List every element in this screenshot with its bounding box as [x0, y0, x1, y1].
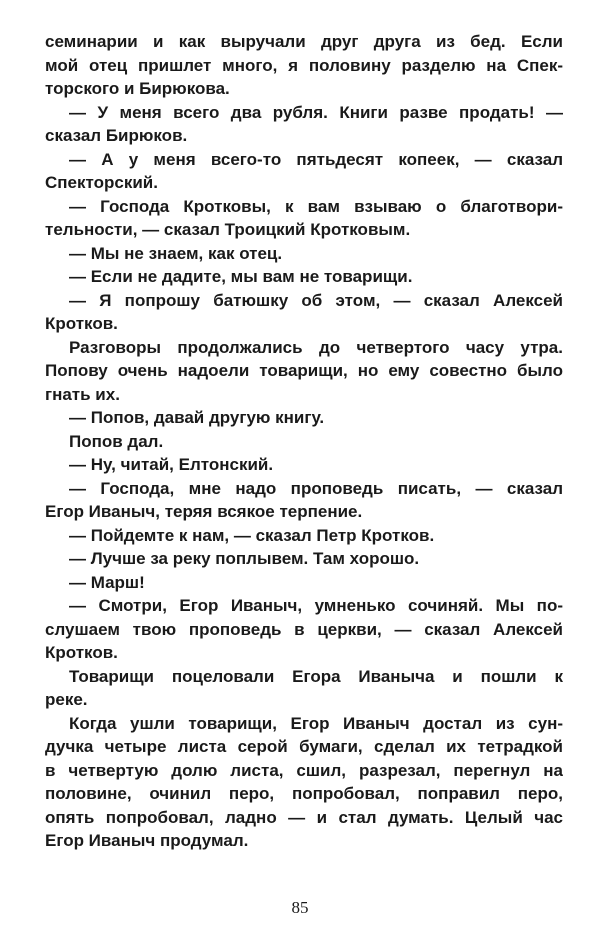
text-line: — У меня всего два рубля. Книги разве продать! —	[69, 102, 563, 122]
text-line: — Марш!	[69, 572, 145, 592]
text-line: — Господа Кротковы, к вам взываю о благотвори-	[69, 196, 563, 216]
text-line: — А у меня всего-то пятьдесят копеек, — сказал	[69, 149, 563, 169]
text-line: — Попов, давай другую книгу.	[69, 408, 325, 427]
page-text	[45, 30, 563, 853]
text-line: Попов дал.	[69, 431, 164, 451]
text-line: Товарищи поцеловали Егора Иваныча и пошли к	[69, 666, 563, 686]
text-line: Когда ушли товарищи, Егор Иваныч достал из сун-	[69, 713, 563, 733]
text-line: слушаем твою проповедь в церкви, — сказал Алексей	[45, 619, 563, 639]
text-line: — Ну, читай, Елтонский.	[69, 455, 274, 474]
text-line: Попову очень надоели товарищи, но ему совестно было	[45, 361, 563, 380]
text-line: опять попробовал, ладно — и стал думать. Целый час	[45, 807, 563, 827]
text-line: — Господа, мне надо проповедь писать, — сказал	[69, 478, 563, 498]
text-line: — Лучше за реку поплывем. Там хорошо.	[69, 549, 420, 568]
text-line: Разговоры продолжались до четвертого часу утра.	[69, 337, 563, 357]
text-line: Спекторский.	[45, 173, 158, 192]
text-line: Егор Иваныч, теряя всякое терпение.	[45, 502, 363, 521]
text-line: — Я попрошу батюшку об этом, — сказал Алексей	[69, 290, 563, 310]
text-line: Егор Иваныч продумал.	[45, 831, 249, 850]
text-line: Кротков.	[45, 314, 118, 333]
text-line: мой отец пришлет много, я половину разделю на Спек-	[45, 55, 563, 75]
text-line: дучка четыре листа серой бумаги, сделал их тетрадкой	[45, 737, 563, 756]
text-line: в четвертую долю листа, сшил, разрезал, перегнул на	[45, 760, 563, 780]
text-line: — Если не дадите, мы вам не товарищи.	[69, 267, 413, 286]
text-line: семинарии и как выручали друг друга из бед. Если	[45, 32, 563, 51]
text-line: сказал Бирюков.	[45, 126, 188, 145]
text-line: — Мы не знаем, как отец.	[69, 243, 283, 263]
text-line: реке.	[45, 690, 88, 709]
page-number: 85	[291, 898, 309, 917]
text-line: — Пойдемте к нам, — сказал Петр Кротков.	[69, 525, 435, 545]
text-line: Кротков.	[45, 643, 118, 662]
text-line: гнать их.	[45, 384, 120, 404]
text-line: торского и Бирюкова.	[45, 79, 230, 98]
text-line: половине, очинил перо, попробовал, поправил перо,	[45, 784, 563, 803]
text-line: тельности, — сказал Троицкий Кротковым.	[45, 220, 411, 239]
text-line: — Смотри, Егор Иваныч, умненько сочиняй. Мы по-	[69, 596, 563, 615]
